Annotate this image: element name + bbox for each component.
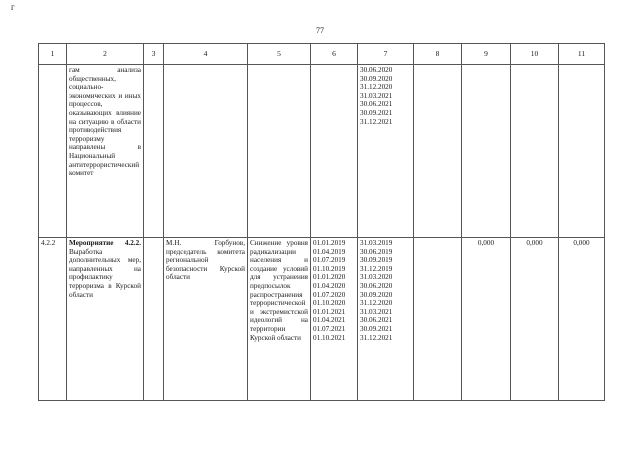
date-value: 30.09.2021: [360, 324, 393, 333]
date-value: 30.06.2020: [360, 281, 393, 290]
header-cell: 3: [144, 44, 164, 65]
header-cell: 1: [39, 44, 67, 65]
date-value: 01.04.2021: [313, 316, 346, 325]
date-value: 31.12.2021: [360, 333, 393, 342]
table-row: [39, 238, 605, 401]
table-cell: [248, 65, 311, 238]
table-cell-responsible: М.Н. Горбунов, председатель комитета региональной безопасности Курской области: [164, 238, 248, 401]
date-value: 01.10.2021: [313, 333, 346, 342]
date-value: 01.01.2019: [313, 239, 346, 247]
date-value: 30.06.2020: [360, 66, 393, 74]
table-cell: [164, 65, 248, 238]
date-value: 31.12.2020: [360, 83, 393, 92]
header-cell: 11: [559, 44, 605, 65]
date-value: 30.09.2019: [360, 256, 393, 265]
table-cell: [39, 65, 67, 238]
table-cell-end-dates: [358, 238, 414, 401]
date-value: 30.06.2021: [360, 100, 393, 109]
table-cell: [311, 65, 358, 238]
date-value: 01.01.2021: [313, 307, 346, 316]
date-value: 30.06.2019: [360, 247, 393, 256]
date-value: 01.10.2019: [313, 264, 346, 273]
date-value: 31.12.2019: [360, 264, 393, 273]
table-cell: [414, 238, 462, 401]
header-cell: 7: [358, 44, 414, 65]
date-value: 30.09.2021: [360, 108, 393, 117]
header-cell: 8: [414, 44, 462, 65]
date-value: 31.12.2021: [360, 117, 393, 126]
header-cell: 4: [164, 44, 248, 65]
table-header-row: [39, 44, 605, 65]
table-cell-amount: 0,000: [462, 238, 511, 401]
table-cell-result: Снижение уровня радикализации населения и создание условий для устранения предпосылок распространения террористической и экстремистской идеологий на территории Курской области: [248, 238, 311, 401]
table-cell-start-dates: [311, 238, 358, 401]
table-cell-amount: 0,000: [511, 238, 559, 401]
table-cell: [462, 65, 511, 238]
table-cell-amount: 0,000: [559, 238, 605, 401]
date-value: 01.07.2021: [313, 324, 346, 333]
date-value: 31.03.2021: [360, 91, 393, 100]
date-value: 31.03.2020: [360, 273, 393, 282]
measure-text: Выработка дополнительных мер, направленных на профилактику терроризма в Курской области: [69, 247, 141, 299]
date-value: 01.07.2019: [313, 256, 346, 265]
header-cell: 5: [248, 44, 311, 65]
table-cell-number: 4.2.2: [39, 238, 67, 401]
table-cell: [144, 238, 164, 401]
date-value: 31.12.2020: [360, 299, 393, 308]
date-value: 30.06.2021: [360, 316, 393, 325]
date-value: 30.09.2020: [360, 74, 393, 83]
document-table: [38, 43, 605, 401]
table-cell: [144, 65, 164, 238]
page-number: 77: [316, 26, 324, 35]
header-cell: 10: [511, 44, 559, 65]
header-cell: 9: [462, 44, 511, 65]
table-cell: [414, 65, 462, 238]
header-cell: 6: [311, 44, 358, 65]
table-cell-description: [67, 238, 144, 401]
date-value: 01.01.2020: [313, 273, 346, 282]
table-cell: [511, 65, 559, 238]
table-cell: [559, 65, 605, 238]
header-cell: 2: [67, 44, 144, 65]
date-value: 31.03.2019: [360, 239, 393, 247]
date-value: 31.03.2021: [360, 307, 393, 316]
measure-title: Мероприятие 4.2.2.: [69, 239, 141, 247]
date-value: 01.04.2020: [313, 281, 346, 290]
date-value: 01.10.2020: [313, 299, 346, 308]
table-row: [39, 65, 605, 238]
date-value: 01.07.2020: [313, 290, 346, 299]
date-value: 30.09.2020: [360, 290, 393, 299]
table-cell-end-dates: [358, 65, 414, 238]
corner-mark: г: [11, 2, 15, 12]
date-value: 01.04.2019: [313, 247, 346, 256]
table-cell-description: гам анализа общественных, социально-экономических и иных процессов, оказывающих влияние на ситуацию в области противодействия терроризму направлены в Национальный антитеррористический комитет: [67, 65, 144, 238]
